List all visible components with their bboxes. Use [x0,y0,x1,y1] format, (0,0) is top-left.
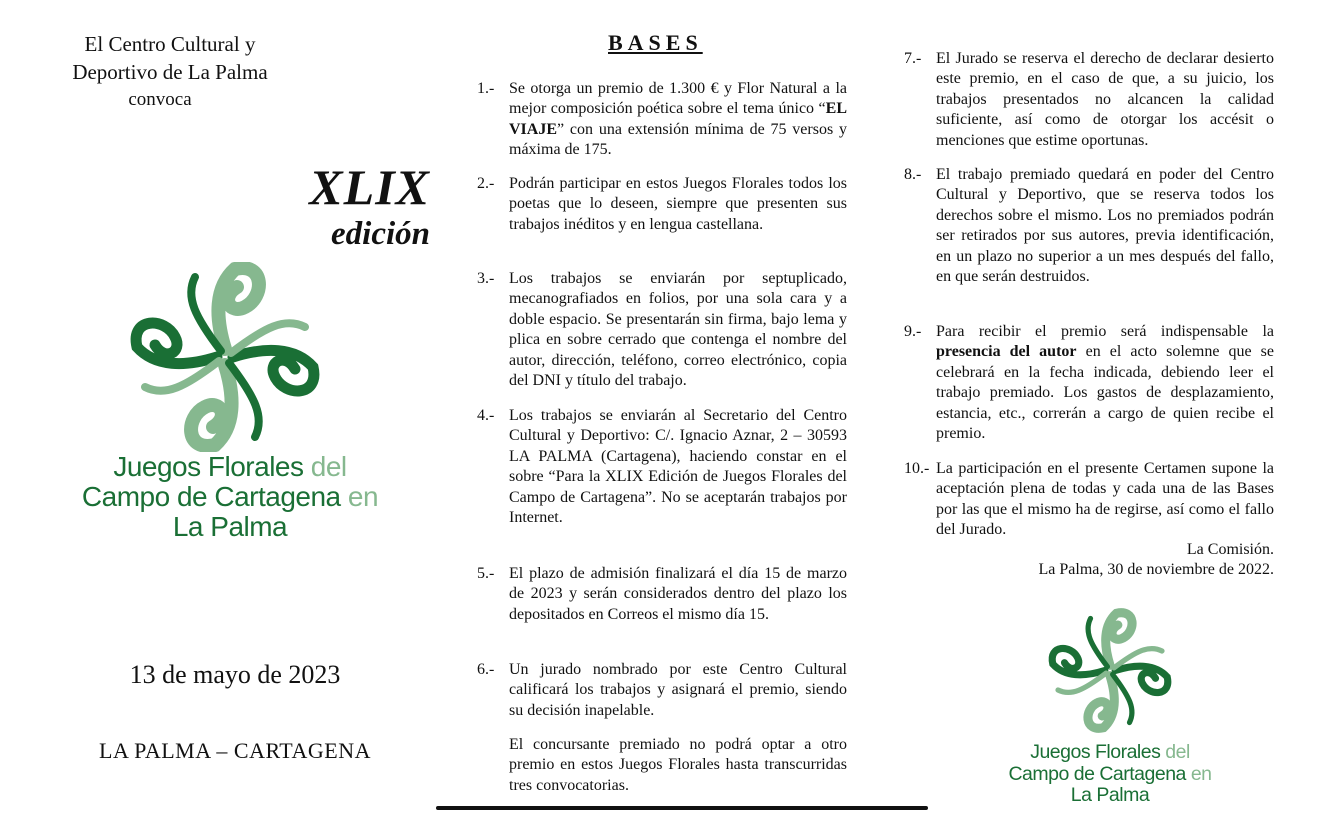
rule-number: 8.- [904,166,922,183]
rule-number: 4.- [477,407,495,424]
petal-group [136,268,314,446]
event-date: 13 de mayo de 2023 [129,660,341,689]
rule-number: 2.- [477,175,495,192]
edition-title [290,160,430,254]
rule-item [477,564,847,625]
organizer-line-2: Deportivo de La Palma [72,60,268,84]
rule-theme: EL VIAJE [509,100,847,138]
rule-item [904,49,1274,151]
rule-number: 9.- [904,323,922,340]
rule-text-part: Para recibir el premio será indispensable la [936,323,1274,340]
rule-number: 7.- [904,50,922,67]
brand-text: del [310,451,347,482]
rule-number: 3.- [477,270,495,287]
flower-logo-icon [1045,603,1175,738]
signature-date: La Palma, 30 de noviembre de 2022. [1038,561,1274,578]
rule-item [904,459,1274,541]
rule-text: La participación en el presente Certamen supone la aceptación plena de todas y cada una de las Bases por las que el mismo ha de regirse, así como el fallo del Jurado. [936,460,1274,539]
brand-wordmark [70,452,390,542]
edition-word: edición [331,216,430,252]
flower-logo-icon [125,262,325,452]
rule-emphasis: presencia del autor [936,343,1077,361]
rule-item [904,322,1274,444]
rule-text: Los trabajos se enviarán al Secretario del Centro Cultural y Deportivo: C/. Ignacio Aznar, 2 – 30593 LA PALMA (Cartagena), haciendo constar en el sobre “Para la XLIX Edición de Juegos Florales del Campo de Cartagena”. No se aceptarán trabajos por Internet. [509,407,847,527]
signature: La Comisión. [1186,541,1274,558]
rule-number: 6.- [477,661,495,678]
rule-item [477,660,847,721]
brand-text: La Palma [1070,784,1150,806]
rule-text-part: Se otorga un premio de 1.300 € y Flor Natural a la mejor composición poética sobre el tema único “ [509,80,847,118]
winner-note: El concursante premiado no podrá optar a otro premio en estos Juegos Florales hasta transcurridas tres convocatorias. [509,736,847,794]
rule-item [477,269,847,391]
rule-text: Un jurado nombrado por este Centro Cultural calificará los trabajos y asignará el premio, siendo su decisión inapelable. [509,661,847,719]
bases-title: BASES [608,30,703,55]
bases-continued-panel [880,0,1328,837]
rule-item [904,165,1274,287]
brand-text: Campo de Cartagena [1008,762,1186,785]
rule-number: 10.- [904,460,930,477]
rule-text: El trabajo premiado quedará en poder del Centro Cultural y Deportivo, que se reserva todos los derechos sobre el mismo. Los no premiados podrán ser retirados por sus autores, previa identificación, en un plazo no superior a un mes después del fallo, en que serán destruidos. [936,166,1274,286]
brand-text: Juegos Florales [1030,741,1161,763]
rule-item [477,174,847,235]
rule-number: 5.- [477,565,495,582]
brand-text: en [347,481,379,512]
rule-text: El Jurado se reserva el derecho de declarar desierto este premio, en el caso de que, a su juicio, los trabajos presentados no alcancen la calidad suficiente, así como de otorgar los accésit o menciones que estime oportunas. [936,50,1274,149]
rule-text-part: ” con una extensión mínima de 75 versos y máxima de 175. [509,120,847,159]
rule-text: Los trabajos se enviarán por septuplicado, mecanografiados en folios, por una sola cara y a doble espacio. Se presentarán sin firma, bajo lema y plica en sobre cerrado que contenga el nombre del autor, dirección, teléfono, correo electrónico, copia del DNI y título del trabajo. [509,270,847,390]
edition-number: XLIX [309,159,430,215]
rule-text [936,322,1274,444]
rule-number: 1.- [477,80,495,97]
organizer-line-3: convoca [128,89,192,110]
brand-text: Campo de Cartagena [81,481,341,512]
rule-text: Podrán participar en estos Juegos Florales todos los poetas que lo deseen, siempre que presenten sus trabajos inéditos y en lengua castellana. [509,175,847,233]
brand-text: en [1190,762,1212,785]
rule-item [477,79,847,161]
organizer-line-1: El Centro Cultural y [84,32,256,56]
brand-text: Juegos Florales [113,451,304,482]
event-place: LA PALMA – CARTAGENA [99,738,371,763]
bases-panel [440,0,880,837]
cover-panel [0,0,440,837]
brand-text: La Palma [172,511,288,542]
rule-item [477,406,847,528]
brand-wordmark [1000,742,1220,807]
divider [436,806,928,810]
rule-text: El plazo de admisión finalizará el día 15 de marzo de 2023 y serán considerados dentro del plazo los depositados en Correos el mismo día 15. [509,565,847,623]
rule-text-part: en el acto solemne que se celebrará en la fecha indicada, debiendo leer el trabajo premiado. Los gastos de desplazamiento, estancia, etc., correrán a cargo de quien recibe el premio. [936,343,1275,443]
rule-text [509,79,847,161]
organizer [40,30,300,114]
brand-text: del [1165,741,1190,763]
